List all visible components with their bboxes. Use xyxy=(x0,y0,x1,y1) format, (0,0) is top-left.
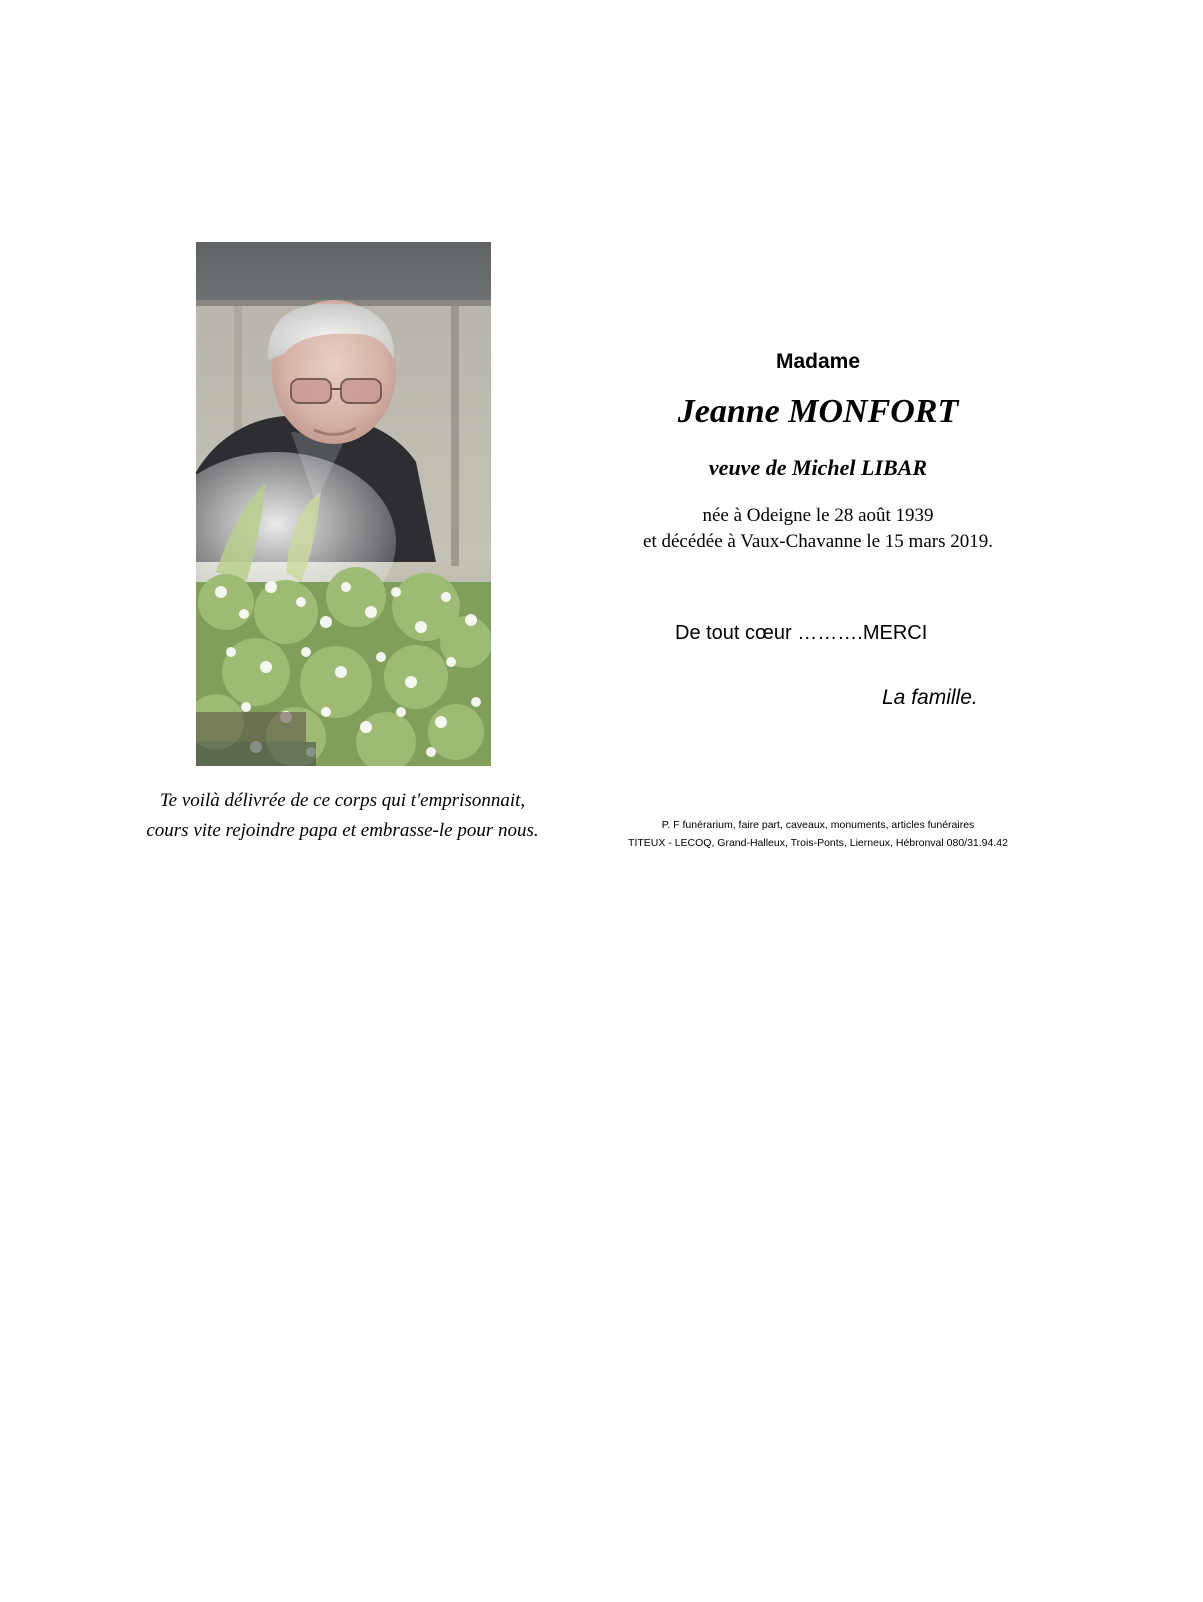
title-madame: Madame xyxy=(775,350,861,373)
quote-line-2: cours vite rejoindre papa et embrasse-le pour nous. xyxy=(146,820,539,841)
deceased-name: Jeanne MONFORT xyxy=(677,393,959,430)
footer-line-1: P. F funérarium, faire part, caveaux, monuments, articles funéraires xyxy=(661,819,975,831)
portrait-photo xyxy=(196,242,491,766)
thanks-text: De tout cœur ……….MERCI xyxy=(675,622,928,644)
birth-line: née à Odeigne le 28 août 1939 xyxy=(702,505,934,526)
footer-line-2: TITEUX - LECOQ, Grand-Halleux, Trois-Ponts, Lierneux, Hébronval 080/31.94.42 xyxy=(628,837,1008,849)
portrait-image xyxy=(196,242,491,766)
widow-of: veuve de Michel LIBAR xyxy=(708,455,928,480)
family-signature: La famille. xyxy=(882,686,978,709)
quote-line-1: Te voilà délivrée de ce corps qui t'emprisonnait, xyxy=(159,790,526,811)
life-dates xyxy=(568,503,1068,555)
death-line: et décédée à Vaux-Chavanne le 15 mars 2019. xyxy=(643,531,993,552)
memorial-quote xyxy=(120,786,565,846)
funeral-home-footer xyxy=(568,816,1068,852)
